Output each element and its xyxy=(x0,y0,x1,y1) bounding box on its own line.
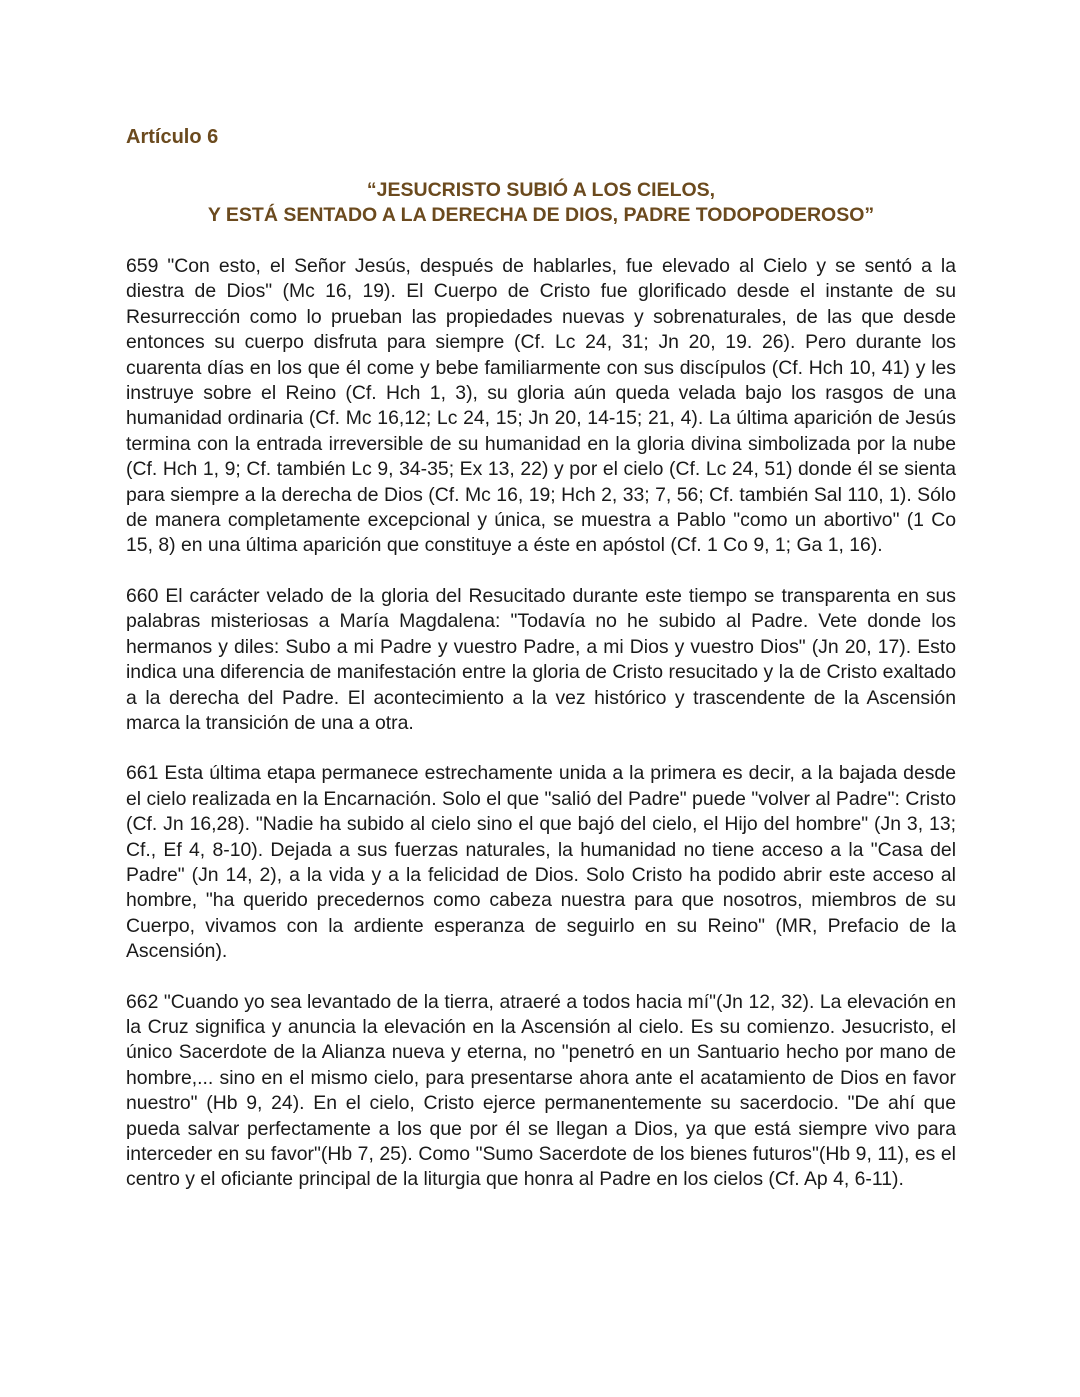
paragraph-662: 662 "Cuando yo sea levantado de la tierra, atraeré a todos hacia mí"(Jn 12, 32). La elevación en la Cruz significa y anuncia la elevación en la Ascensión al cielo. Es su comienzo. Jesucristo, el único Sacerdote de la Alianza nueva y eterna, no "penetró en un Santuario hecho por mano de hombre,... sino en el mismo cielo, para presentarse ahora ante el acatamiento de Dios en favor nuestro" (Hb 9, 24). En el cielo, Cristo ejerce permanentemente su sacerdocio. "De ahí que pueda salvar perfectamente a los que por él se llegan a Dios, ya que está siempre vivo para interceder en su favor"(Hb 7, 25). Como "Sumo Sacerdote de los bienes futuros"(Hb 9, 11), es el centro y el oficiante principal de la liturgia que honra al Padre en los cielos (Cf. Ap 4, 6-11). xyxy=(126,990,956,1191)
paragraph-660: 660 El carácter velado de la gloria del Resucitado durante este tiempo se transparenta en sus palabras misteriosas a María Magdalena: "Todavía no he subido al Padre. Vete donde los hermanos y diles: Subo a mi Padre y vuestro Padre, a mi Dios y vuestro Dios" (Jn 20, 17). Esto indica una diferencia de manifestación entre la gloria de Cristo resucitado y la de Cristo exaltado a la derecha del Padre. El acontecimiento a la vez histórico y trascendente de la Ascensión marca la transición de una a otra. xyxy=(126,584,956,734)
paragraph-659: 659 "Con esto, el Señor Jesús, después de hablarles, fue elevado al Cielo y se sentó a la diestra de Dios" (Mc 16, 19). El Cuerpo de Cristo fue glorificado desde el instante de su Resurrección como lo prueban las propiedades nuevas y sobrenaturales, de las que desde entonces su cuerpo disfruta para siempre (Cf. Lc 24, 31; Jn 20, 19. 26). Pero durante los cuarenta días en los que él come y bebe familiarmente con sus discípulos (Cf. Hch 10, 41) y les instruye sobre el Reino (Cf. Hch 1, 3), su gloria aún queda velada bajo los rasgos de una humanidad ordinaria (Cf. Mc 16,12; Lc 24, 15; Jn 20, 14-15; 21, 4). La última aparición de Jesús termina con la entrada irreversible de su humanidad en la gloria divina simbolizada por la nube (Cf. Hch 1, 9; Cf. también Lc 9, 34-35; Ex 13, 22) y por el cielo (Cf. Lc 24, 51) donde él se sienta para siempre a la derecha de Dios (Cf. Mc 16, 19; Hch 2, 33; 7, 56; Cf. también Sal 110, 1). Sólo de manera completamente excepcional y única, se muestra a Pablo "como un abortivo" (1 Co 15, 8) en una última aparición que constituye a éste en apóstol (Cf. 1 Co 9, 1; Ga 1, 16). xyxy=(126,255,956,557)
article-label: Artículo 6 xyxy=(126,126,219,148)
article-title-line-1: “JESUCRISTO SUBIÓ A LOS CIELOS, xyxy=(366,179,716,201)
paragraph-661: 661 Esta última etapa permanece estrechamente unida a la primera es decir, a la bajada desde el cielo realizada en la Encarnación. Solo el que "salió del Padre" puede "volver al Padre": Cristo (Cf. Jn 16,28). "Nadie ha subido al cielo sino el que bajó del cielo, el Hijo del hombre" (Jn 3, 13; Cf., Ef 4, 8-10). Dejada a sus fuerzas naturales, la humanidad no tiene acceso a la "Casa del Padre" (Jn 14, 2), a la vida y a la felicidad de Dios. Solo Cristo ha podido abrir este acceso al hombre, "ha querido precedernos como cabeza nuestra para que nosotros, miembros de su Cuerpo, vivamos con la ardiente esperanza de seguirlo en su Reino" (MR, Prefacio de la Ascensión). xyxy=(126,762,956,963)
article-title xyxy=(126,178,956,228)
article-title-line-2: Y ESTÁ SENTADO A LA DERECHA DE DIOS, PADRE TODOPODEROSO” xyxy=(207,204,875,226)
document-page xyxy=(126,124,956,1218)
